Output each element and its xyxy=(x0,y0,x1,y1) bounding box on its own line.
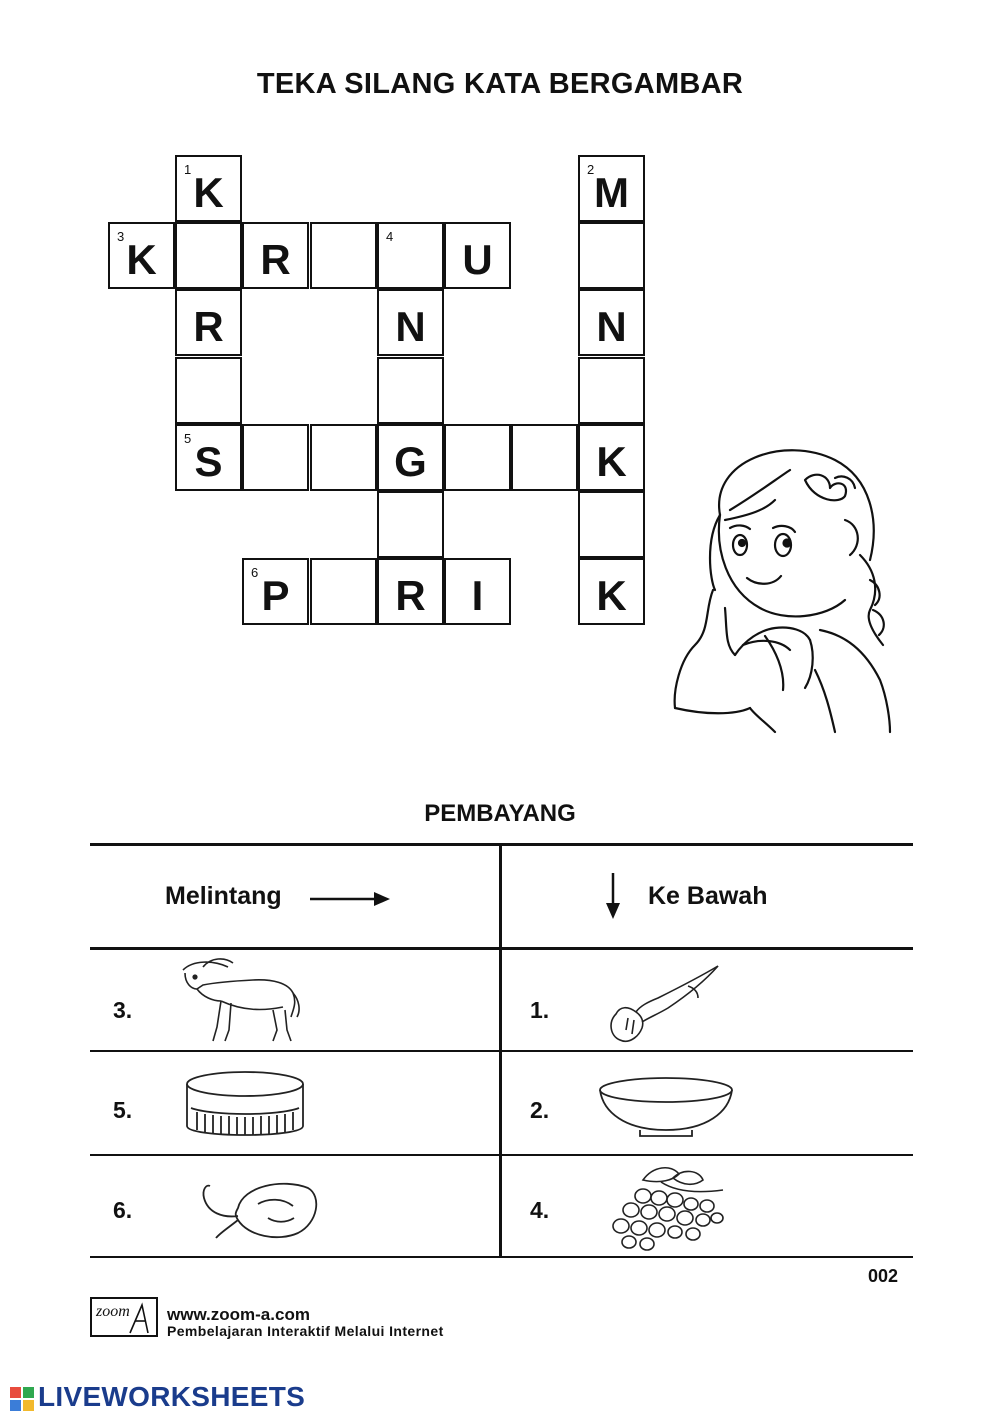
across-clue-number: 5. xyxy=(113,1097,133,1123)
across-header: Melintang xyxy=(165,882,282,910)
down-clue-number: 4. xyxy=(530,1197,550,1223)
crossword-cell[interactable] xyxy=(377,424,444,491)
clues-title: PEMBAYANG xyxy=(424,800,576,827)
cell-letter: K xyxy=(126,236,157,283)
drum-icon xyxy=(183,1068,309,1148)
crossword-cell[interactable] xyxy=(578,424,645,491)
zoom-a-logo xyxy=(90,1297,158,1337)
cell-letter: K xyxy=(193,169,224,216)
down-clue-number: 2. xyxy=(530,1097,550,1123)
cell-letter: K xyxy=(596,572,627,619)
down-header: Ke Bawah xyxy=(648,882,768,910)
table-column-divider xyxy=(499,846,502,1258)
cell-letter: P xyxy=(261,572,290,619)
liveworksheets-brand: LIVEWORKSHEETS xyxy=(38,1381,306,1412)
crossword-cell[interactable] xyxy=(310,424,377,491)
page-title: TEKA SILANG KATA BERGAMBAR xyxy=(256,68,744,100)
girl-illustration xyxy=(665,440,915,735)
crossword-cell[interactable] xyxy=(511,424,578,491)
cell-letter: N xyxy=(395,303,426,350)
crossword-cell[interactable] xyxy=(242,558,309,625)
crossword-cell[interactable] xyxy=(578,558,645,625)
cell-letter: N xyxy=(596,303,627,350)
cell-letter: M xyxy=(594,169,629,216)
clue-number: 3 xyxy=(117,229,125,244)
right-arrow-icon xyxy=(310,890,392,908)
clue-number: 6 xyxy=(251,565,259,580)
crossword-cell[interactable] xyxy=(377,491,444,558)
crossword-cell[interactable] xyxy=(578,491,645,558)
crossword-cell[interactable] xyxy=(242,222,309,289)
crossword-cell[interactable] xyxy=(175,357,242,424)
bowl-icon xyxy=(595,1072,737,1142)
crossword-cell[interactable] xyxy=(444,558,511,625)
cell-letter: R xyxy=(193,303,224,350)
crossword-cell[interactable] xyxy=(377,558,444,625)
crossword-cell[interactable] xyxy=(242,424,309,491)
cell-letter: I xyxy=(471,572,484,619)
footer-url[interactable]: www.zoom-a.com xyxy=(167,1305,310,1324)
crossword-cell[interactable] xyxy=(578,155,645,222)
cell-letter: R xyxy=(395,572,426,619)
down-arrow-icon xyxy=(604,873,622,921)
crossword-cell[interactable] xyxy=(175,424,242,491)
crossword-cell[interactable] xyxy=(377,289,444,356)
clue-number: 2 xyxy=(587,162,595,177)
radish-icon xyxy=(598,958,726,1050)
crossword-cell[interactable] xyxy=(175,155,242,222)
logo-a-glyph xyxy=(126,1301,156,1335)
crossword-cell[interactable] xyxy=(444,424,511,491)
clue-number: 1 xyxy=(184,162,192,177)
cell-letter: S xyxy=(194,438,223,485)
crossword-cell[interactable] xyxy=(377,222,444,289)
cell-letter: G xyxy=(394,438,427,485)
crossword-cell[interactable] xyxy=(377,357,444,424)
across-clue-number: 3. xyxy=(113,997,133,1023)
clue-number: 5 xyxy=(184,431,192,446)
cell-letter: U xyxy=(462,236,493,283)
crossword-cell[interactable] xyxy=(175,222,242,289)
down-clue-number: 1. xyxy=(530,997,550,1023)
logo-text: zoom xyxy=(96,1303,130,1320)
crossword-cell[interactable] xyxy=(578,357,645,424)
crossword-cell[interactable] xyxy=(310,558,377,625)
crossword-cell[interactable] xyxy=(444,222,511,289)
crossword-cell[interactable] xyxy=(578,222,645,289)
crossword-cell[interactable] xyxy=(310,222,377,289)
page-number: 002 xyxy=(868,1266,899,1286)
stingray-icon xyxy=(198,1168,324,1250)
crossword-cell[interactable] xyxy=(175,289,242,356)
crossword-cell[interactable] xyxy=(108,222,175,289)
crossword-cell[interactable] xyxy=(578,289,645,356)
clue-number: 4 xyxy=(386,229,394,244)
footer-tagline: Pembelajaran Interaktif Melalui Internet xyxy=(167,1323,444,1339)
cell-letter: K xyxy=(596,438,627,485)
grapes-icon xyxy=(603,1160,733,1252)
cell-letter: R xyxy=(260,236,291,283)
buffalo-icon xyxy=(173,955,315,1047)
across-clue-number: 6. xyxy=(113,1197,133,1223)
